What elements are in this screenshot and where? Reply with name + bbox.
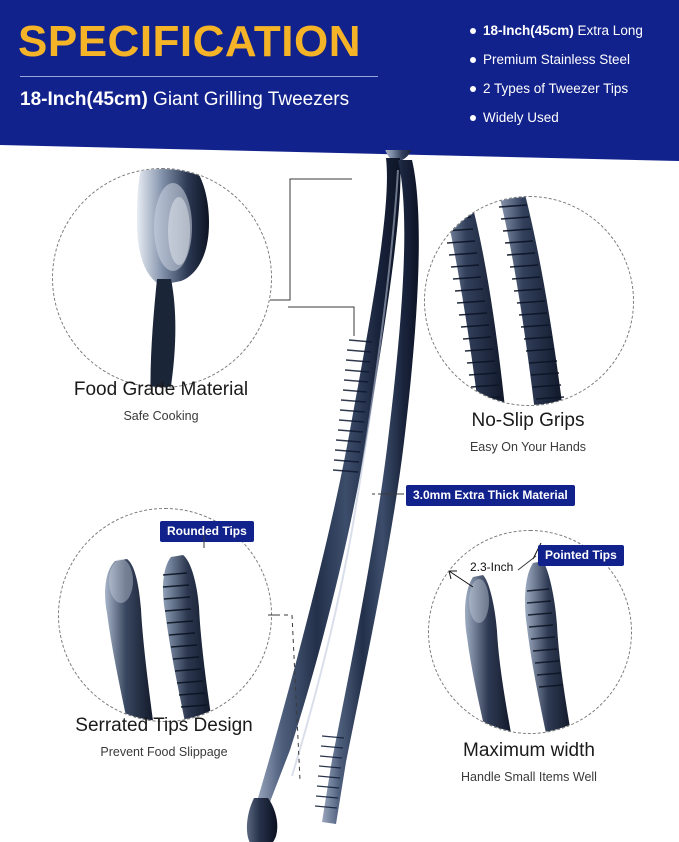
bullet-text: Widely Used: [483, 110, 559, 125]
food-grade-closeup: [53, 169, 271, 387]
feature-subtitle: Prevent Food Slippage: [100, 745, 228, 759]
header-subtitle-rest: Giant Grilling Tweezers: [147, 89, 350, 110]
bullet-rest: Extra Long: [573, 23, 643, 38]
caption-serrated-tips: [14, 713, 314, 762]
header-subtitle: [20, 87, 438, 113]
bullet-dot-icon: [470, 57, 476, 63]
bullet-item: [470, 80, 675, 98]
caption-food-grade: [11, 377, 311, 426]
header-left-block: [18, 16, 438, 113]
caption-maximum-width: [379, 738, 679, 787]
callout-circle-no-slip-grips: [424, 196, 634, 406]
feature-subtitle: Handle Small Items Well: [461, 770, 597, 784]
no-slip-grip-closeup: [425, 197, 633, 405]
page-title: SPECIFICATION: [18, 17, 362, 66]
tag-pointed-tips: Pointed Tips: [538, 545, 624, 566]
bullet-item: [470, 51, 675, 69]
header-bullet-list: [470, 22, 675, 138]
header-subtitle-size: 18-Inch(45cm): [20, 89, 148, 110]
feature-title: Food Grade Material: [73, 379, 249, 400]
title-divider: [20, 76, 378, 77]
bullet-dot-icon: [470, 86, 476, 92]
feature-title: Maximum width: [463, 740, 595, 761]
feature-subtitle: Easy On Your Hands: [469, 440, 587, 454]
callout-circle-food-grade: [52, 168, 272, 388]
header-banner: [0, 0, 679, 166]
caption-no-slip-grips: [378, 408, 678, 457]
bullet-dot-icon: [470, 115, 476, 121]
feature-title: No-Slip Grips: [471, 410, 585, 431]
bullet-strong: 18-Inch(45cm): [483, 23, 574, 38]
bullet-text: [483, 22, 643, 40]
feature-subtitle: Safe Cooking: [123, 409, 199, 423]
bullet-text: 2 Types of Tweezer Tips: [483, 81, 629, 96]
bullet-item: [470, 22, 675, 40]
tag-thickness: 3.0mm Extra Thick Material: [406, 485, 575, 506]
bullet-item: [470, 109, 675, 127]
bullet-text: Premium Stainless Steel: [483, 52, 631, 67]
label-width-dimension: 2.3-Inch: [470, 560, 514, 574]
tag-rounded-tips: Rounded Tips: [160, 521, 254, 542]
feature-title: Serrated Tips Design: [75, 715, 253, 736]
bullet-dot-icon: [470, 28, 476, 34]
